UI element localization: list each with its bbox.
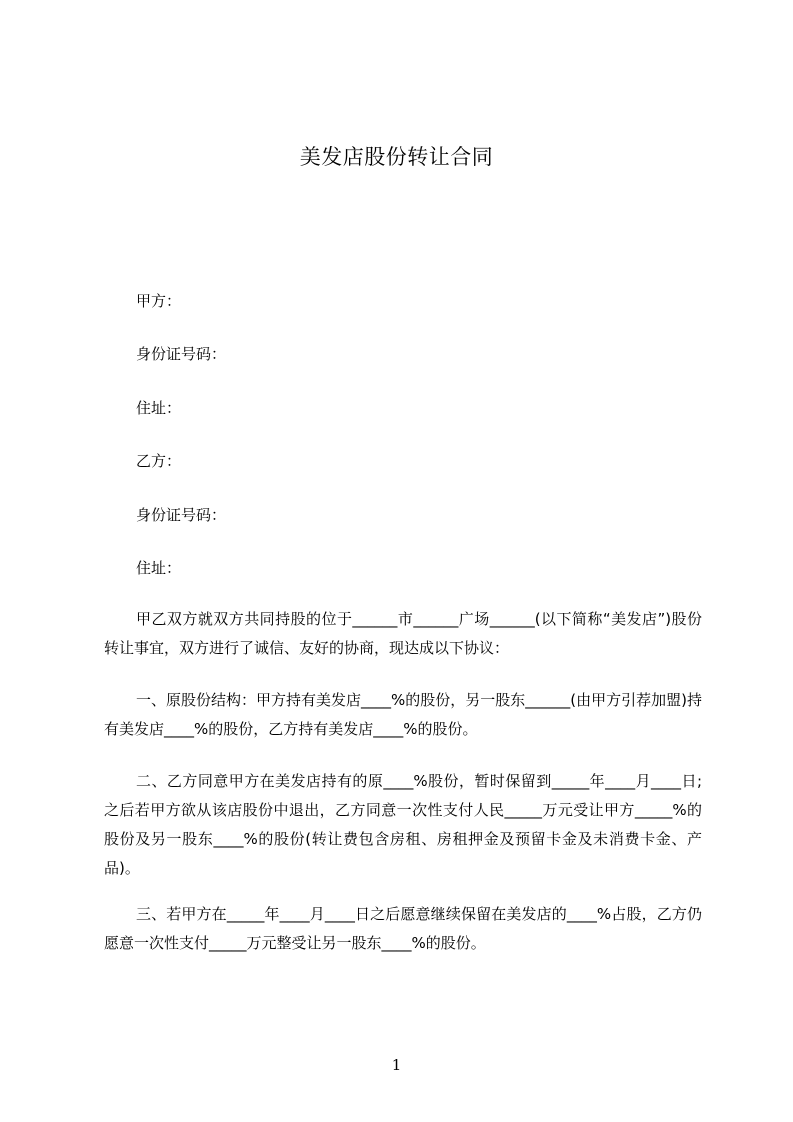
party-b-label: 乙方： xyxy=(136,452,182,470)
party-b-address-label: 住址： xyxy=(136,559,182,577)
party-a-address-label: 住址： xyxy=(136,399,182,417)
clause-1-paragraph: 一、原股份结构：甲方持有美发店____%的股份，另一股东______(由甲方引荐加盟)持有美发店____%的股份，乙方持有美发店____%的股份。 xyxy=(104,691,702,738)
clause-2-paragraph: 二、乙方同意甲方在美发店持有的原____%股份，暂时保留到_____年____月____日;之后若甲方欲从该店股份中退出，乙方同意一次性支付人民_____万元受让甲方_____%的股份及另一股东____%的股份(转让费包含房租、房租押金及预留卡金及未消费卡金、产品)。 xyxy=(104,772,702,877)
document-title: 美发店股份转让合同 xyxy=(299,145,494,169)
clause-3-paragraph: 三、若甲方在_____年____月____日之后愿意继续保留在美发店的____%占股，乙方仍愿意一次性支付_____万元整受让另一股东____%的股份。 xyxy=(104,905,702,952)
intro-paragraph: 甲乙双方就双方共同持股的位于______市______广场______(以下简称“美发店”)股份转让事宜，双方进行了诚信、友好的协商，现达成以下协议： xyxy=(104,610,702,657)
party-a-label: 甲方： xyxy=(136,292,182,310)
page-number: 1 xyxy=(391,1056,402,1074)
party-a-id-label: 身份证号码： xyxy=(136,345,227,363)
party-b-id-label: 身份证号码： xyxy=(136,506,227,524)
